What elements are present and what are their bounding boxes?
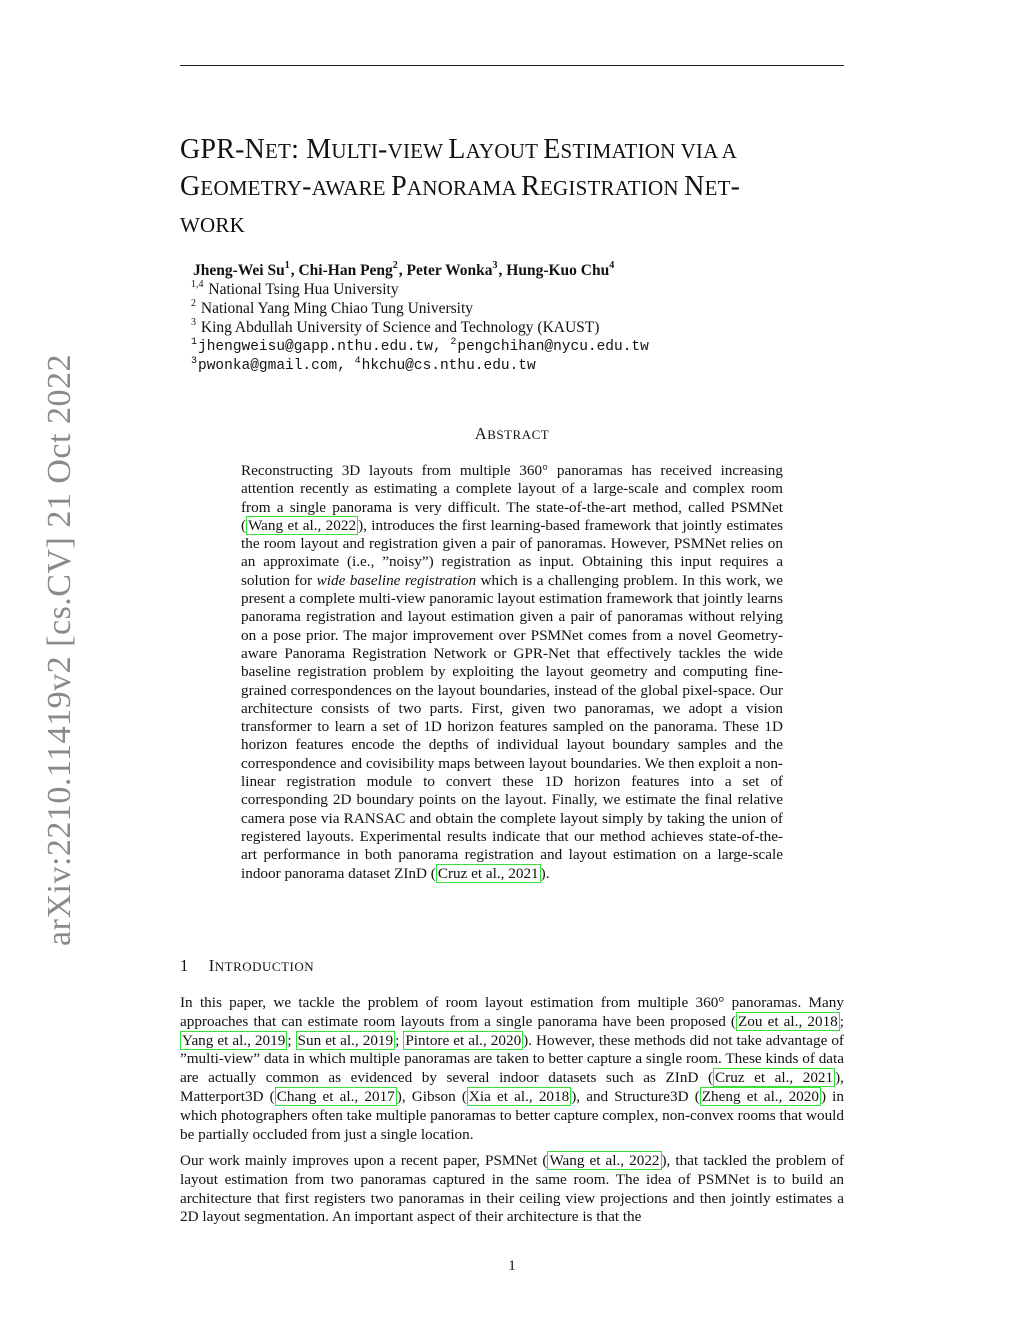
title-text: G: [180, 171, 201, 202]
email-text: pwonka@gmail.com,: [198, 358, 355, 374]
abstract-heading: [0, 424, 1024, 444]
author-sup: 2: [392, 260, 398, 271]
title-text: STIMATION VIA A: [560, 139, 737, 163]
title-line-2: [180, 169, 850, 206]
paragraph-text: ). However, these methods did not take advantage of ”multi-view” data in which multiple panoramas are taken to better capture a single room. These kinds of data are actually common as evidenced by several indoor datasets such as ZInD (: [180, 1031, 844, 1087]
title-text: E: [543, 134, 561, 165]
affiliation-text: National Tsing Hua University: [204, 281, 399, 298]
title-line-3: [180, 206, 850, 243]
email-line-2: [191, 358, 536, 374]
title-text: GPR-N: [180, 134, 266, 165]
intro-paragraph-2: [180, 1152, 844, 1227]
title-text: -: [730, 171, 741, 202]
citation-link[interactable]: Cruz et al., 2021: [437, 864, 539, 882]
abstract-heading-rest: BSTRACT: [487, 427, 550, 442]
title-text: P: [391, 171, 407, 202]
author-sep: ,: [498, 262, 507, 279]
affiliation-text: King Abdullah University of Science and Technology (KAUST): [197, 319, 600, 336]
top-rule: [180, 65, 844, 66]
paragraph-text: ;: [287, 1031, 296, 1049]
author-name: Jheng-Wei Su: [193, 262, 285, 279]
paragraph-text: In this paper, we tackle the problem of room layout estimation from multiple 360° panoramas. Many approaches that can estimate room layouts from a single panorama have been proposed (: [180, 994, 844, 1030]
paragraph-text: ).: [540, 864, 550, 882]
author-sep: ,: [290, 262, 299, 279]
section-title-rest: NTRODUCTION: [214, 959, 315, 974]
paragraph-text: ) in which photographers often take multiple panoramas to better capture complex, non-convex rooms that would be partially occluded from just a single location.: [180, 1087, 844, 1143]
author-list: [193, 262, 615, 280]
title-text: L: [448, 134, 466, 165]
email-text: pengchihan@nycu.edu.tw: [457, 339, 649, 355]
section-number: 1: [180, 956, 189, 975]
citation-link[interactable]: Zheng et al., 2020: [701, 1087, 819, 1105]
title-text: ULTI: [331, 139, 379, 163]
affiliation-sup: 1,4: [191, 279, 204, 290]
paragraph-text: ), that tackled the problem of layout estimation from two panoramas captured in the same room. The idea of PSMNet is to build an architecture that first registers two panoramas in their ceiling view projections and then jointly estimates a 2D layout segmentation. An important aspect of their architecture is that the: [180, 1152, 845, 1226]
paragraph-text: ;: [839, 1012, 844, 1030]
paragraph-text: ), Matterport3D (: [180, 1069, 844, 1105]
citation-link[interactable]: Wang et al., 2022: [248, 516, 357, 534]
title-text: EGISTRATION: [540, 176, 685, 200]
paragraph-text: Our work mainly improves upon a recent paper, PSMNet (: [180, 1152, 548, 1169]
citation-link[interactable]: Xia et al., 2018: [468, 1087, 570, 1105]
affiliation-sup: 3: [191, 317, 196, 328]
citation-link[interactable]: Wang et al., 2022: [549, 1152, 660, 1169]
author-sup: 3: [492, 260, 498, 271]
title-text: AYOUT: [465, 139, 544, 163]
paragraph-text: Reconstructing 3D layouts from multiple 360° panoramas has received increasing attention recently as estimating a complete layout of a large-scale and complex room from a single panorama is very difficult. The state-of-the-art method, called PSMNet (: [241, 462, 783, 534]
abstract-body: [241, 462, 783, 883]
abstract-heading-first: A: [474, 424, 488, 443]
email-sup: 1: [191, 337, 198, 348]
title-text: ANORAMA: [406, 176, 522, 200]
email-sup: 4: [354, 356, 361, 367]
intro-paragraph-1: [180, 994, 844, 1144]
paragraph-text: ), Gibson (: [396, 1087, 467, 1105]
email-text: hkchu@cs.nthu.edu.tw: [361, 358, 536, 374]
affiliation-sup: 2: [191, 298, 196, 309]
affiliation-text: National Yang Ming Chiao Tung University: [197, 300, 474, 317]
author-name: Hung-Kuo Chu: [506, 262, 610, 279]
title-text: R: [521, 171, 541, 202]
title-text: N: [684, 171, 705, 202]
paragraph-text: which is a challenging problem. In this work, we present a complete multi-view panoramic layout estimation framework that jointly learns panorama registration and layout estimation given a pair of panoramas without relying on a pose prior. The major improvement over PSMNet comes from a novel Geometry-aware Panorama Registration Network or GPR-Net that effectively tackles the wide baseline registration problem by exploiting the layout geometry and computing fine-grained correspondences on the layout boundaries, instead of the global pixel-space. Our architecture consists of two parts. First, given two panoramas, we adopt a vision transformer to learn a set of 1D horizon features sampled on the panorama. These 1D horizon features encode the depths of individual layout boundary samples and the correspondence and covisibility maps between layout boundaries. We then exploit a non-linear registration module to convert these 1D horizon features into a set of corresponding 2D boundary points on the layout. Finally, we estimate the final relative camera pose via RANSAC and obtain the complete layout simply by taking the union of registered layouts. Experimental results indicate that our method achieves state-of-the-art performance in both panorama registration and layout estimation on a large-scale indoor panorama dataset ZInD (: [241, 571, 783, 882]
title-text: ET: [704, 176, 731, 200]
title-text: ET: [265, 139, 292, 163]
affiliation-3: [191, 319, 599, 337]
paragraph-text: ;: [395, 1031, 404, 1049]
author-name: Chi-Han Peng: [298, 262, 393, 279]
citation-link[interactable]: Sun et al., 2019: [297, 1031, 394, 1049]
email-text: jhengweisu@gapp.nthu.edu.tw,: [198, 339, 451, 355]
citation-link[interactable]: Zou et al., 2018: [737, 1012, 838, 1030]
section-heading-introduction: [180, 956, 314, 976]
email-sup: 2: [450, 337, 457, 348]
section-title-first: I: [208, 956, 215, 975]
citation-link[interactable]: Yang et al., 2019: [182, 1031, 286, 1049]
citation-link[interactable]: Cruz et al., 2021: [715, 1069, 834, 1087]
title-text: WORK: [180, 213, 245, 237]
citation-link[interactable]: Chang et al., 2017: [276, 1087, 395, 1105]
author-sup: 1: [284, 260, 290, 271]
affiliation-1: [191, 281, 399, 299]
author-sup: 4: [609, 260, 615, 271]
paper-title: [180, 132, 850, 243]
email-line-1: [191, 339, 649, 355]
title-text: EOMETRY: [200, 176, 303, 200]
title-text: VIEW: [387, 139, 449, 163]
title-text: : M: [291, 134, 332, 165]
affiliation-2: [191, 300, 473, 318]
paragraph-text: ), introduces the first learning-based framework that jointly estimates the room layout and registration given a pair of panoramas. However, PSMNet relies on an approximate (i.e., ”noisy”) registration as input. Obtaining this input requires a solution for: [241, 516, 783, 589]
title-text: -: [378, 134, 388, 165]
emphasis-text: wide baseline registration: [316, 571, 477, 589]
title-text: AWARE: [311, 176, 392, 200]
citation-link[interactable]: Pintore et al., 2020: [405, 1031, 522, 1049]
author-name: Peter Wonka: [406, 262, 493, 279]
author-sep: ,: [398, 262, 407, 279]
email-sup: 3: [191, 356, 198, 367]
paragraph-text: ), and Structure3D (: [571, 1087, 700, 1105]
arxiv-stamp: arXiv:2210.11419v2 [cs.CV] 21 Oct 2022: [41, 354, 78, 946]
title-line-1: [180, 132, 850, 169]
title-text: -: [302, 171, 312, 202]
page-number: 1: [508, 1258, 516, 1274]
